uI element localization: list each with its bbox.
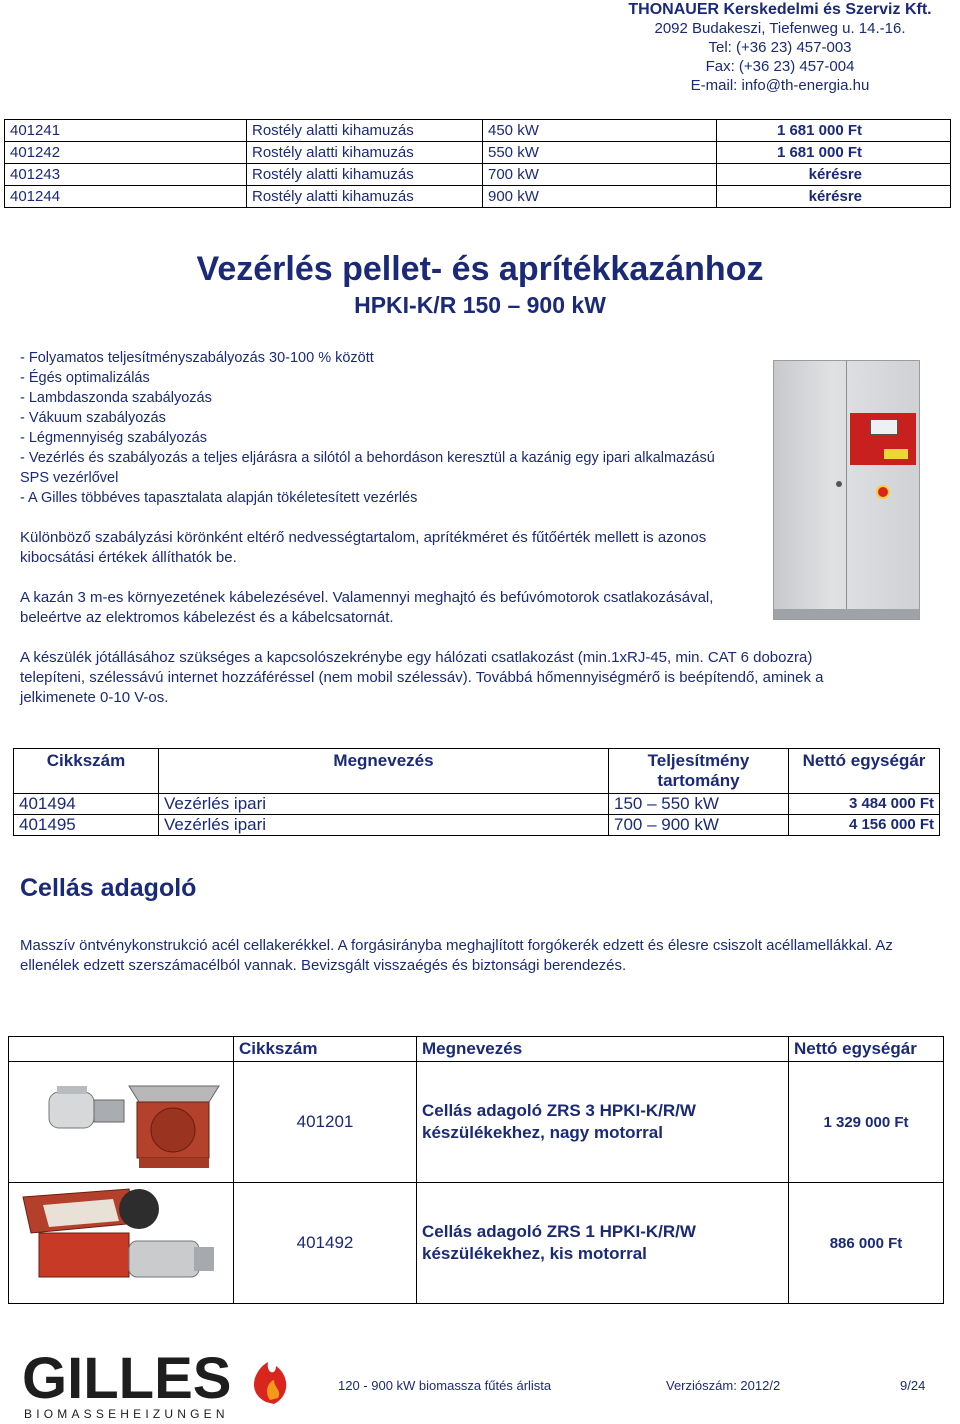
company-name: THONAUER Kerskedelmi és Szerviz Kft. [628,1,932,18]
table-row [9,1183,944,1304]
item-code: 401495 [14,815,159,836]
list-item: - Vákuum szabályozás [20,410,166,426]
table-row [9,1062,944,1183]
section-title-cellas: Cellás adagoló [20,874,197,902]
item-code: 401201 [234,1062,417,1183]
item-power: 450 kW [483,120,717,142]
paragraph-cellas-description: Masszív öntvénykonstrukció acél cellakerékkel. A forgásirányba meghajlított forgókerék edzett és élesre csiszolt acéllamellákkal. Az ellenélek edzett szerszámacélból vannak. Bevizsgált visszaégés és biztonsági berendezés. [20,937,893,974]
item-price: kérésre [717,186,951,208]
item-power: 900 kW [483,186,717,208]
product-image-cell [9,1183,234,1304]
column-header: Nettó egységár [789,749,940,794]
item-name: Cellás adagoló ZRS 3 HPKI-K/R/W készülékekhez, nagy motorral [417,1062,789,1183]
cabinet-logo-plate [884,449,908,459]
table-row [5,164,951,186]
section-title-control: Vezérlés pellet- és aprítékkazánhoz [196,250,764,288]
product-image-cell [9,1062,234,1183]
company-fax: Fax: (+36 23) 457-004 [705,58,855,75]
item-power: 550 kW [483,142,717,164]
control-cabinet-image [773,360,920,620]
footer-doc-title: 120 - 900 kW biomassza fűtés árlista [338,1378,552,1393]
cabinet-handle [836,481,842,487]
list-item: - Égés optimalizálás [20,370,150,386]
item-range: 700 – 900 kW [609,815,789,836]
table-row [14,815,940,836]
item-name: Vezérlés ipari [159,815,609,836]
company-email[interactable]: E-mail: info@th-energia.hu [690,77,870,94]
item-power: 700 kW [483,164,717,186]
logo-text: GILLES [22,1346,232,1411]
item-code: 401242 [5,142,247,164]
item-name: Rostély alatti kihamuzás [247,164,483,186]
item-price: 4 156 000 Ft [789,815,940,836]
feature-list [20,348,730,508]
ash-removal-table [4,119,951,208]
rotary-valve-large-image [9,1062,233,1177]
paragraph-warranty: A készülék jótállásához szükséges a kapcsolószekrénybe egy hálózati csatlakozást (min.1xRJ-45, min. CAT 6 dobozra) telepíteni, szélessávú internet hozzáféréssel (nem mobil szélessáv). Továbbá hőmennyiségmérő is beépítendő, aminek a jelkimenete 0-10 V-os. [20,649,824,706]
item-name: Cellás adagoló ZRS 1 HPKI-K/R/W készülékekhez, kis motorral [417,1183,789,1304]
item-code: 401241 [5,120,247,142]
list-item: - Lambdaszonda szabályozás [20,390,212,406]
table-row [5,142,951,164]
cellas-price-table [8,1036,944,1304]
logo-subtext: BIOMASSEHEIZUNGEN [24,1407,229,1421]
item-price: 3 484 000 Ft [789,794,940,815]
item-code: 401492 [234,1183,417,1304]
table-row [5,186,951,208]
list-item: - Légmennyiség szabályozás [20,430,207,446]
item-range: 150 – 550 kW [609,794,789,815]
footer-page-number: 9/24 [900,1378,926,1393]
paragraph-emission: Különböző szabályzási körönként eltérő nedvességtartalom, aprítékméret és fűtőérték mellett is azonos kibocsátási értékek állíthatók be. [20,529,707,566]
item-name: Rostély alatti kihamuzás [247,120,483,142]
list-item: - Folyamatos teljesítményszabályozás 30-100 % között [20,350,374,366]
item-price: 1 681 000 Ft [717,142,951,164]
item-price: 1 681 000 Ft [717,120,951,142]
table-header-row [14,749,940,794]
column-header: Nettó egységár [789,1037,944,1062]
control-price-table [13,748,940,836]
item-price: 886 000 Ft [789,1183,944,1304]
cabinet-door-divider [846,361,847,619]
column-header: Teljesítmény tartomány [609,749,789,794]
paragraph-cabling: A kazán 3 m-es környezetének kábelezésével. Valamennyi meghajtó és befúvómotorok csatlakozásával, beleértve az elektromos kábelezést és a kábelcsatornát. [20,589,714,626]
list-item: - A Gilles többéves tapasztalata alapján tökéletesített vezérlés [20,490,418,506]
rotary-valve-small-image [9,1183,233,1298]
footer-version: Verziószám: 2012/2 [666,1378,781,1393]
section-subtitle-control: HPKI-K/R 150 – 900 kW [354,292,606,318]
item-price: kérésre [717,164,951,186]
item-code: 401494 [14,794,159,815]
column-header: Megnevezés [159,749,609,794]
item-code: 401244 [5,186,247,208]
emergency-stop-icon [876,485,890,499]
column-header: Cikkszám [234,1037,417,1062]
company-address: 2092 Budakeszi, Tiefenweg u. 14.-16. [654,20,906,37]
item-name: Vezérlés ipari [159,794,609,815]
table-row [14,794,940,815]
image-column-header [9,1037,234,1062]
table-row [5,120,951,142]
company-header [600,0,960,95]
company-tel: Tel: (+36 23) 457-003 [708,39,852,56]
item-name: Rostély alatti kihamuzás [247,142,483,164]
column-header: Megnevezés [417,1037,789,1062]
column-header: Cikkszám [14,749,159,794]
gilles-logo [18,1340,318,1424]
list-item: - Vezérlés és szabályozás a teljes eljárásra a silótól a behordáson keresztül a kazánig egy ipari alkalmazású SPS vezérlővel [20,450,715,486]
cabinet-display [870,419,898,435]
cabinet-plinth [774,609,919,619]
item-code: 401243 [5,164,247,186]
item-price: 1 329 000 Ft [789,1062,944,1183]
table-header-row [9,1037,944,1062]
item-name: Rostély alatti kihamuzás [247,186,483,208]
